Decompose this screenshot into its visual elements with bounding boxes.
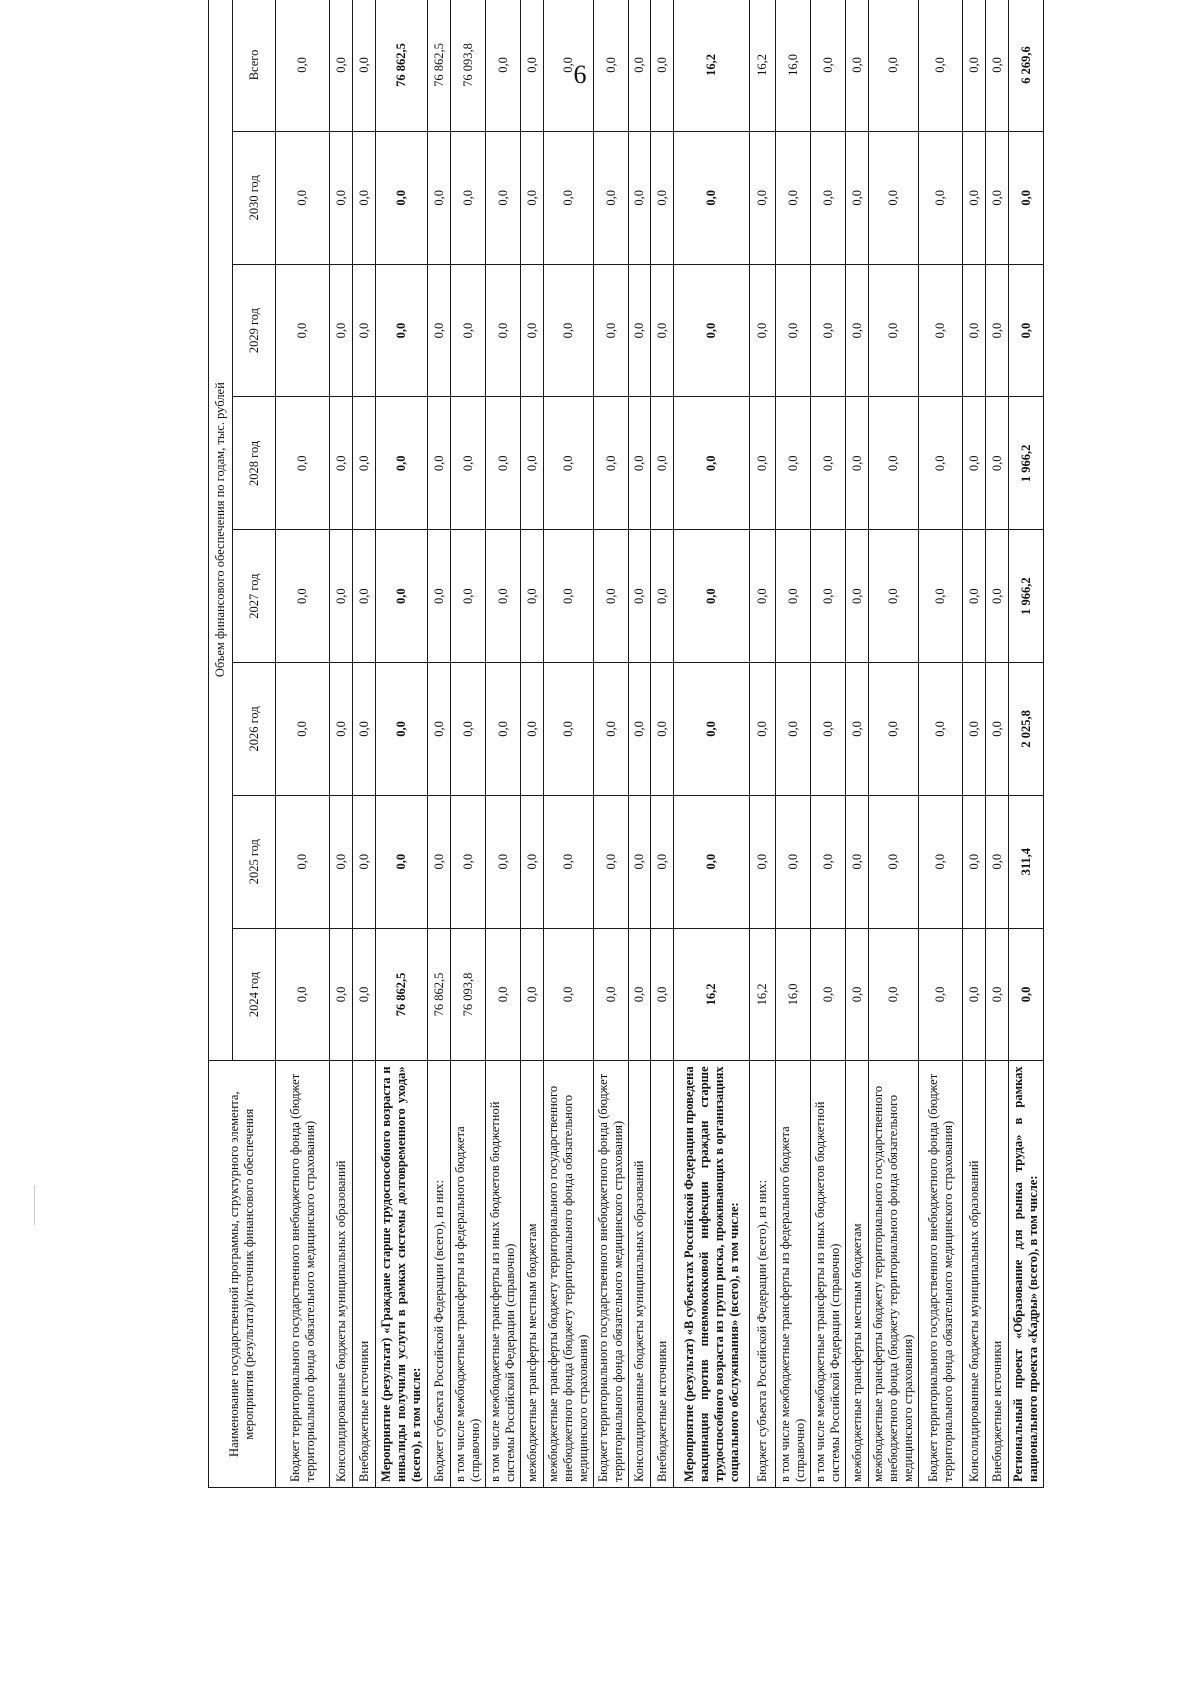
table-row [544, 0, 594, 1488]
row-year-value: 0,0 [1009, 928, 1044, 1061]
row-total-value: 0,0 [651, 0, 674, 131]
row-year-value: 0,0 [594, 131, 629, 264]
row-source-name: Бюджет территориального государственного внебюджетного фонда (бюджет территориального фонда обязательного медицинского страхования) [919, 1061, 963, 1488]
row-year-value: 0,0 [428, 264, 451, 397]
row-year-value: 0,0 [330, 264, 353, 397]
row-total-value: 0,0 [919, 0, 963, 131]
table-body [276, 0, 1044, 1488]
row-year-value: 0,0 [330, 131, 353, 264]
row-total-value: 0,0 [353, 0, 376, 131]
row-year-value: 0,0 [750, 530, 776, 663]
row-year-value: 0,0 [451, 530, 486, 663]
row-year-value: 0,0 [846, 530, 869, 663]
row-year-value: 0,0 [544, 530, 594, 663]
row-year-value: 0,0 [330, 530, 353, 663]
row-year-value: 0,0 [544, 131, 594, 264]
table-row [330, 0, 353, 1488]
row-year-value: 0,0 [376, 795, 428, 928]
row-total-value: 0,0 [521, 0, 544, 131]
row-year-value: 0,0 [674, 795, 750, 928]
table-row [986, 0, 1009, 1488]
row-year-value: 0,0 [1009, 264, 1044, 397]
row-source-name: в том числе межбюджетные трансферты из федерального бюджета (справочно) [451, 1061, 486, 1488]
row-source-name: Мероприятие (результат) «Граждане старше трудоспособного возраста и инвалиды получили услуги в рамках системы долговременного ухода» (всего), в том числе: [376, 1061, 428, 1488]
row-year-value: 0,0 [486, 928, 521, 1061]
row-year-value: 0,0 [1009, 131, 1044, 264]
row-year-value: 0,0 [919, 928, 963, 1061]
row-source-name: Мероприятие (результат) «В субъектах Российской Федерации проведена вакцинация против пневмококковой инфекции граждан старше трудоспособного возраста из групп риска, проживающих в организациях социального обслуживания» (всего), в том числе: [674, 1061, 750, 1488]
row-year-value: 0,0 [963, 397, 986, 530]
row-year-value: 0,0 [651, 663, 674, 796]
row-year-value: 0,0 [750, 131, 776, 264]
financing-table [208, 0, 1044, 1488]
row-year-value: 0,0 [376, 131, 428, 264]
row-year-value: 0,0 [919, 663, 963, 796]
row-source-name: Внебюджетные источники [353, 1061, 376, 1488]
row-total-value: 0,0 [963, 0, 986, 131]
row-year-value: 16,0 [776, 928, 811, 1061]
row-year-value: 0,0 [674, 131, 750, 264]
row-year-value: 0,0 [276, 928, 330, 1061]
row-year-value: 0,0 [869, 397, 919, 530]
header-year: 2029 год [233, 264, 276, 397]
row-total-value: 0,0 [544, 0, 594, 131]
row-source-name: межбюджетные трансферты бюджету территориального государственного внебюджетного фонда (бюджету территориального фонда обязательного медицинского страхования) [544, 1061, 594, 1488]
row-year-value: 0,0 [330, 928, 353, 1061]
row-year-value: 0,0 [544, 928, 594, 1061]
row-year-value: 0,0 [276, 530, 330, 663]
row-year-value: 0,0 [544, 663, 594, 796]
row-year-value: 0,0 [451, 397, 486, 530]
row-year-value: 0,0 [486, 264, 521, 397]
header-year: 2030 год [233, 131, 276, 264]
row-year-value: 0,0 [486, 397, 521, 530]
row-source-name: Бюджет территориального государственного внебюджетного фонда (бюджет территориального фонда обязательного медицинского страхования) [594, 1061, 629, 1488]
row-total-value: 0,0 [629, 0, 651, 131]
row-year-value: 0,0 [846, 264, 869, 397]
row-year-value: 0,0 [428, 795, 451, 928]
row-year-value: 311,4 [1009, 795, 1044, 928]
table-row [1009, 0, 1044, 1488]
row-year-value: 0,0 [629, 530, 651, 663]
row-source-name: Консолидированные бюджеты муниципальных образований [963, 1061, 986, 1488]
row-year-value: 0,0 [750, 264, 776, 397]
row-year-value: 0,0 [674, 530, 750, 663]
row-year-value: 0,0 [986, 663, 1009, 796]
row-total-value: 0,0 [330, 0, 353, 131]
row-total-value: 0,0 [486, 0, 521, 131]
row-year-value: 0,0 [330, 795, 353, 928]
row-year-value: 0,0 [521, 530, 544, 663]
row-year-value: 0,0 [521, 264, 544, 397]
row-year-value: 0,0 [451, 264, 486, 397]
row-year-value: 0,0 [544, 264, 594, 397]
row-year-value: 0,0 [486, 795, 521, 928]
row-source-name: Региональный проект «Образование для рынка труда» в рамках национального проекта «Кадры» (всего), в том числе: [1009, 1061, 1044, 1488]
row-year-value: 0,0 [674, 264, 750, 397]
row-year-value: 0,0 [963, 663, 986, 796]
row-year-value: 0,0 [376, 663, 428, 796]
row-year-value: 0,0 [811, 795, 846, 928]
row-year-value: 0,0 [651, 264, 674, 397]
row-year-value: 0,0 [376, 264, 428, 397]
row-year-value: 0,0 [330, 397, 353, 530]
row-year-value: 0,0 [594, 397, 629, 530]
row-year-value: 16,2 [674, 928, 750, 1061]
row-year-value: 0,0 [750, 795, 776, 928]
row-year-value: 0,0 [629, 928, 651, 1061]
row-year-value: 0,0 [353, 397, 376, 530]
row-year-value: 0,0 [750, 397, 776, 530]
table-row [521, 0, 544, 1488]
row-year-value: 0,0 [428, 397, 451, 530]
row-year-value: 0,0 [869, 795, 919, 928]
row-year-value: 0,0 [776, 530, 811, 663]
row-year-value: 76 093,8 [451, 928, 486, 1061]
row-year-value: 0,0 [486, 663, 521, 796]
header-volume-group: Объем финансового обеспечения по годам, тыс. рублей [209, 0, 233, 1061]
row-year-value: 0,0 [651, 131, 674, 264]
header-year: 2027 год [233, 530, 276, 663]
row-source-name: Внебюджетные источники [651, 1061, 674, 1488]
row-total-value: 16,2 [674, 0, 750, 131]
row-year-value: 0,0 [776, 663, 811, 796]
row-total-value: 16,2 [750, 0, 776, 131]
row-total-value: 76 093,8 [451, 0, 486, 131]
table-row [651, 0, 674, 1488]
row-year-value: 0,0 [869, 928, 919, 1061]
row-year-value: 0,0 [919, 530, 963, 663]
table-row [486, 0, 521, 1488]
row-year-value: 0,0 [776, 264, 811, 397]
row-year-value: 0,0 [276, 264, 330, 397]
row-year-value: 0,0 [674, 663, 750, 796]
header-name-column: Наименование государственной программы, структурного элемента, мероприятия (результата)/источник финансового обеспечения [209, 1061, 276, 1488]
row-year-value: 0,0 [451, 131, 486, 264]
row-year-value: 0,0 [869, 530, 919, 663]
table-row [674, 0, 750, 1488]
row-year-value: 0,0 [353, 795, 376, 928]
row-year-value: 0,0 [353, 663, 376, 796]
row-year-value: 0,0 [353, 530, 376, 663]
row-year-value: 0,0 [963, 530, 986, 663]
row-year-value: 0,0 [919, 397, 963, 530]
row-year-value: 0,0 [544, 397, 594, 530]
table-row [919, 0, 963, 1488]
row-year-value: 0,0 [428, 663, 451, 796]
row-year-value: 0,0 [594, 530, 629, 663]
row-year-value: 0,0 [846, 795, 869, 928]
row-year-value: 0,0 [846, 928, 869, 1061]
table-row [629, 0, 651, 1488]
row-source-name: Внебюджетные источники [986, 1061, 1009, 1488]
row-year-value: 0,0 [629, 397, 651, 530]
row-year-value: 0,0 [674, 397, 750, 530]
row-year-value: 0,0 [353, 264, 376, 397]
table-row [594, 0, 629, 1488]
row-year-value: 0,0 [811, 663, 846, 796]
row-year-value: 0,0 [986, 530, 1009, 663]
row-source-name: в том числе межбюджетные трансферты из федерального бюджета (справочно) [776, 1061, 811, 1488]
row-source-name: в том числе межбюджетные трансферты из иных бюджетов бюджетной системы Российской Федерации (справочно) [811, 1061, 846, 1488]
row-source-name: Бюджет территориального государственного внебюджетного фонда (бюджет территориального фонда обязательного медицинского страхования) [276, 1061, 330, 1488]
row-source-name: Бюджет субъекта Российской Федерации (всего), из них: [428, 1061, 451, 1488]
row-year-value: 0,0 [811, 397, 846, 530]
row-year-value: 0,0 [428, 530, 451, 663]
row-year-value: 0,0 [846, 663, 869, 796]
scan-artifact-line [34, 1185, 35, 1225]
row-year-value: 0,0 [544, 795, 594, 928]
header-year: 2025 год [233, 795, 276, 928]
row-year-value: 0,0 [451, 795, 486, 928]
row-year-value: 2 025,8 [1009, 663, 1044, 796]
row-total-value: 0,0 [594, 0, 629, 131]
row-year-value: 0,0 [846, 131, 869, 264]
row-total-value: 76 862,5 [428, 0, 451, 131]
row-year-value: 0,0 [986, 131, 1009, 264]
row-year-value: 0,0 [963, 795, 986, 928]
header-year: 2028 год [233, 397, 276, 530]
header-total: Всего [233, 0, 276, 131]
row-year-value: 0,0 [869, 663, 919, 796]
row-year-value: 0,0 [594, 928, 629, 1061]
row-year-value: 0,0 [869, 131, 919, 264]
row-source-name: межбюджетные трансферты местным бюджетам [521, 1061, 544, 1488]
row-year-value: 0,0 [811, 264, 846, 397]
row-source-name: Бюджет субъекта Российской Федерации (всего), из них: [750, 1061, 776, 1488]
table-row [376, 0, 428, 1488]
row-total-value: 16,0 [776, 0, 811, 131]
row-year-value: 0,0 [629, 795, 651, 928]
row-source-name: Консолидированные бюджеты муниципальных образований [629, 1061, 651, 1488]
row-year-value: 0,0 [919, 131, 963, 264]
row-year-value: 0,0 [521, 397, 544, 530]
page-number: 6 [573, 60, 587, 89]
row-source-name: межбюджетные трансферты бюджету территориального государственного внебюджетного фонда (бюджету территориального фонда обязательного медицинского страхования) [869, 1061, 919, 1488]
row-year-value: 0,0 [750, 663, 776, 796]
table-row [276, 0, 330, 1488]
row-year-value: 0,0 [811, 131, 846, 264]
row-year-value: 0,0 [869, 264, 919, 397]
row-year-value: 0,0 [811, 928, 846, 1061]
row-total-value: 0,0 [986, 0, 1009, 131]
table-row [428, 0, 451, 1488]
table-row [353, 0, 376, 1488]
row-year-value: 0,0 [594, 663, 629, 796]
row-year-value: 0,0 [919, 795, 963, 928]
row-year-value: 0,0 [521, 663, 544, 796]
row-year-value: 0,0 [986, 264, 1009, 397]
row-year-value: 0,0 [276, 131, 330, 264]
row-year-value: 0,0 [963, 264, 986, 397]
row-year-value: 0,0 [353, 928, 376, 1061]
row-source-name: Консолидированные бюджеты муниципальных образований [330, 1061, 353, 1488]
row-year-value: 0,0 [986, 795, 1009, 928]
row-total-value: 0,0 [811, 0, 846, 131]
row-year-value: 1 966,2 [1009, 530, 1044, 663]
row-year-value: 0,0 [846, 397, 869, 530]
row-year-value: 0,0 [811, 530, 846, 663]
row-year-value: 0,0 [594, 795, 629, 928]
row-year-value: 0,0 [963, 928, 986, 1061]
row-year-value: 0,0 [629, 264, 651, 397]
row-year-value: 0,0 [629, 663, 651, 796]
table-row [846, 0, 869, 1488]
row-year-value: 76 862,5 [428, 928, 451, 1061]
row-total-value: 0,0 [276, 0, 330, 131]
row-year-value: 0,0 [428, 131, 451, 264]
table-row [750, 0, 776, 1488]
row-year-value: 0,0 [521, 928, 544, 1061]
row-source-name: межбюджетные трансферты местным бюджетам [846, 1061, 869, 1488]
row-year-value: 0,0 [376, 397, 428, 530]
row-year-value: 16,2 [750, 928, 776, 1061]
row-year-value: 0,0 [486, 131, 521, 264]
row-total-value: 6 269,6 [1009, 0, 1044, 131]
row-year-value: 0,0 [276, 663, 330, 796]
row-total-value: 0,0 [846, 0, 869, 131]
rotated-table-container [208, 0, 1098, 1488]
row-year-value: 0,0 [776, 397, 811, 530]
row-year-value: 0,0 [629, 131, 651, 264]
row-year-value: 0,0 [276, 397, 330, 530]
header-year: 2026 год [233, 663, 276, 796]
row-year-value: 0,0 [776, 795, 811, 928]
row-year-value: 0,0 [521, 795, 544, 928]
row-year-value: 0,0 [594, 264, 629, 397]
row-year-value: 0,0 [276, 795, 330, 928]
row-year-value: 0,0 [651, 928, 674, 1061]
row-year-value: 0,0 [521, 131, 544, 264]
table-row [776, 0, 811, 1488]
table-row [451, 0, 486, 1488]
row-year-value: 0,0 [651, 530, 674, 663]
row-year-value: 0,0 [651, 397, 674, 530]
row-total-value: 0,0 [869, 0, 919, 131]
table-row [963, 0, 986, 1488]
row-year-value: 0,0 [986, 928, 1009, 1061]
row-year-value: 0,0 [651, 795, 674, 928]
row-year-value: 0,0 [376, 530, 428, 663]
row-year-value: 0,0 [353, 131, 376, 264]
row-year-value: 76 862,5 [376, 928, 428, 1061]
table-row [869, 0, 919, 1488]
row-year-value: 0,0 [451, 663, 486, 796]
row-year-value: 1 966,2 [1009, 397, 1044, 530]
row-source-name: в том числе межбюджетные трансферты из иных бюджетов бюджетной системы Российской Федерации (справочно) [486, 1061, 521, 1488]
row-year-value: 0,0 [486, 530, 521, 663]
row-year-value: 0,0 [963, 131, 986, 264]
row-year-value: 0,0 [776, 131, 811, 264]
row-year-value: 0,0 [330, 663, 353, 796]
row-year-value: 0,0 [986, 397, 1009, 530]
header-year: 2024 год [233, 928, 276, 1061]
row-total-value: 76 862,5 [376, 0, 428, 131]
table-row [811, 0, 846, 1488]
row-year-value: 0,0 [919, 264, 963, 397]
